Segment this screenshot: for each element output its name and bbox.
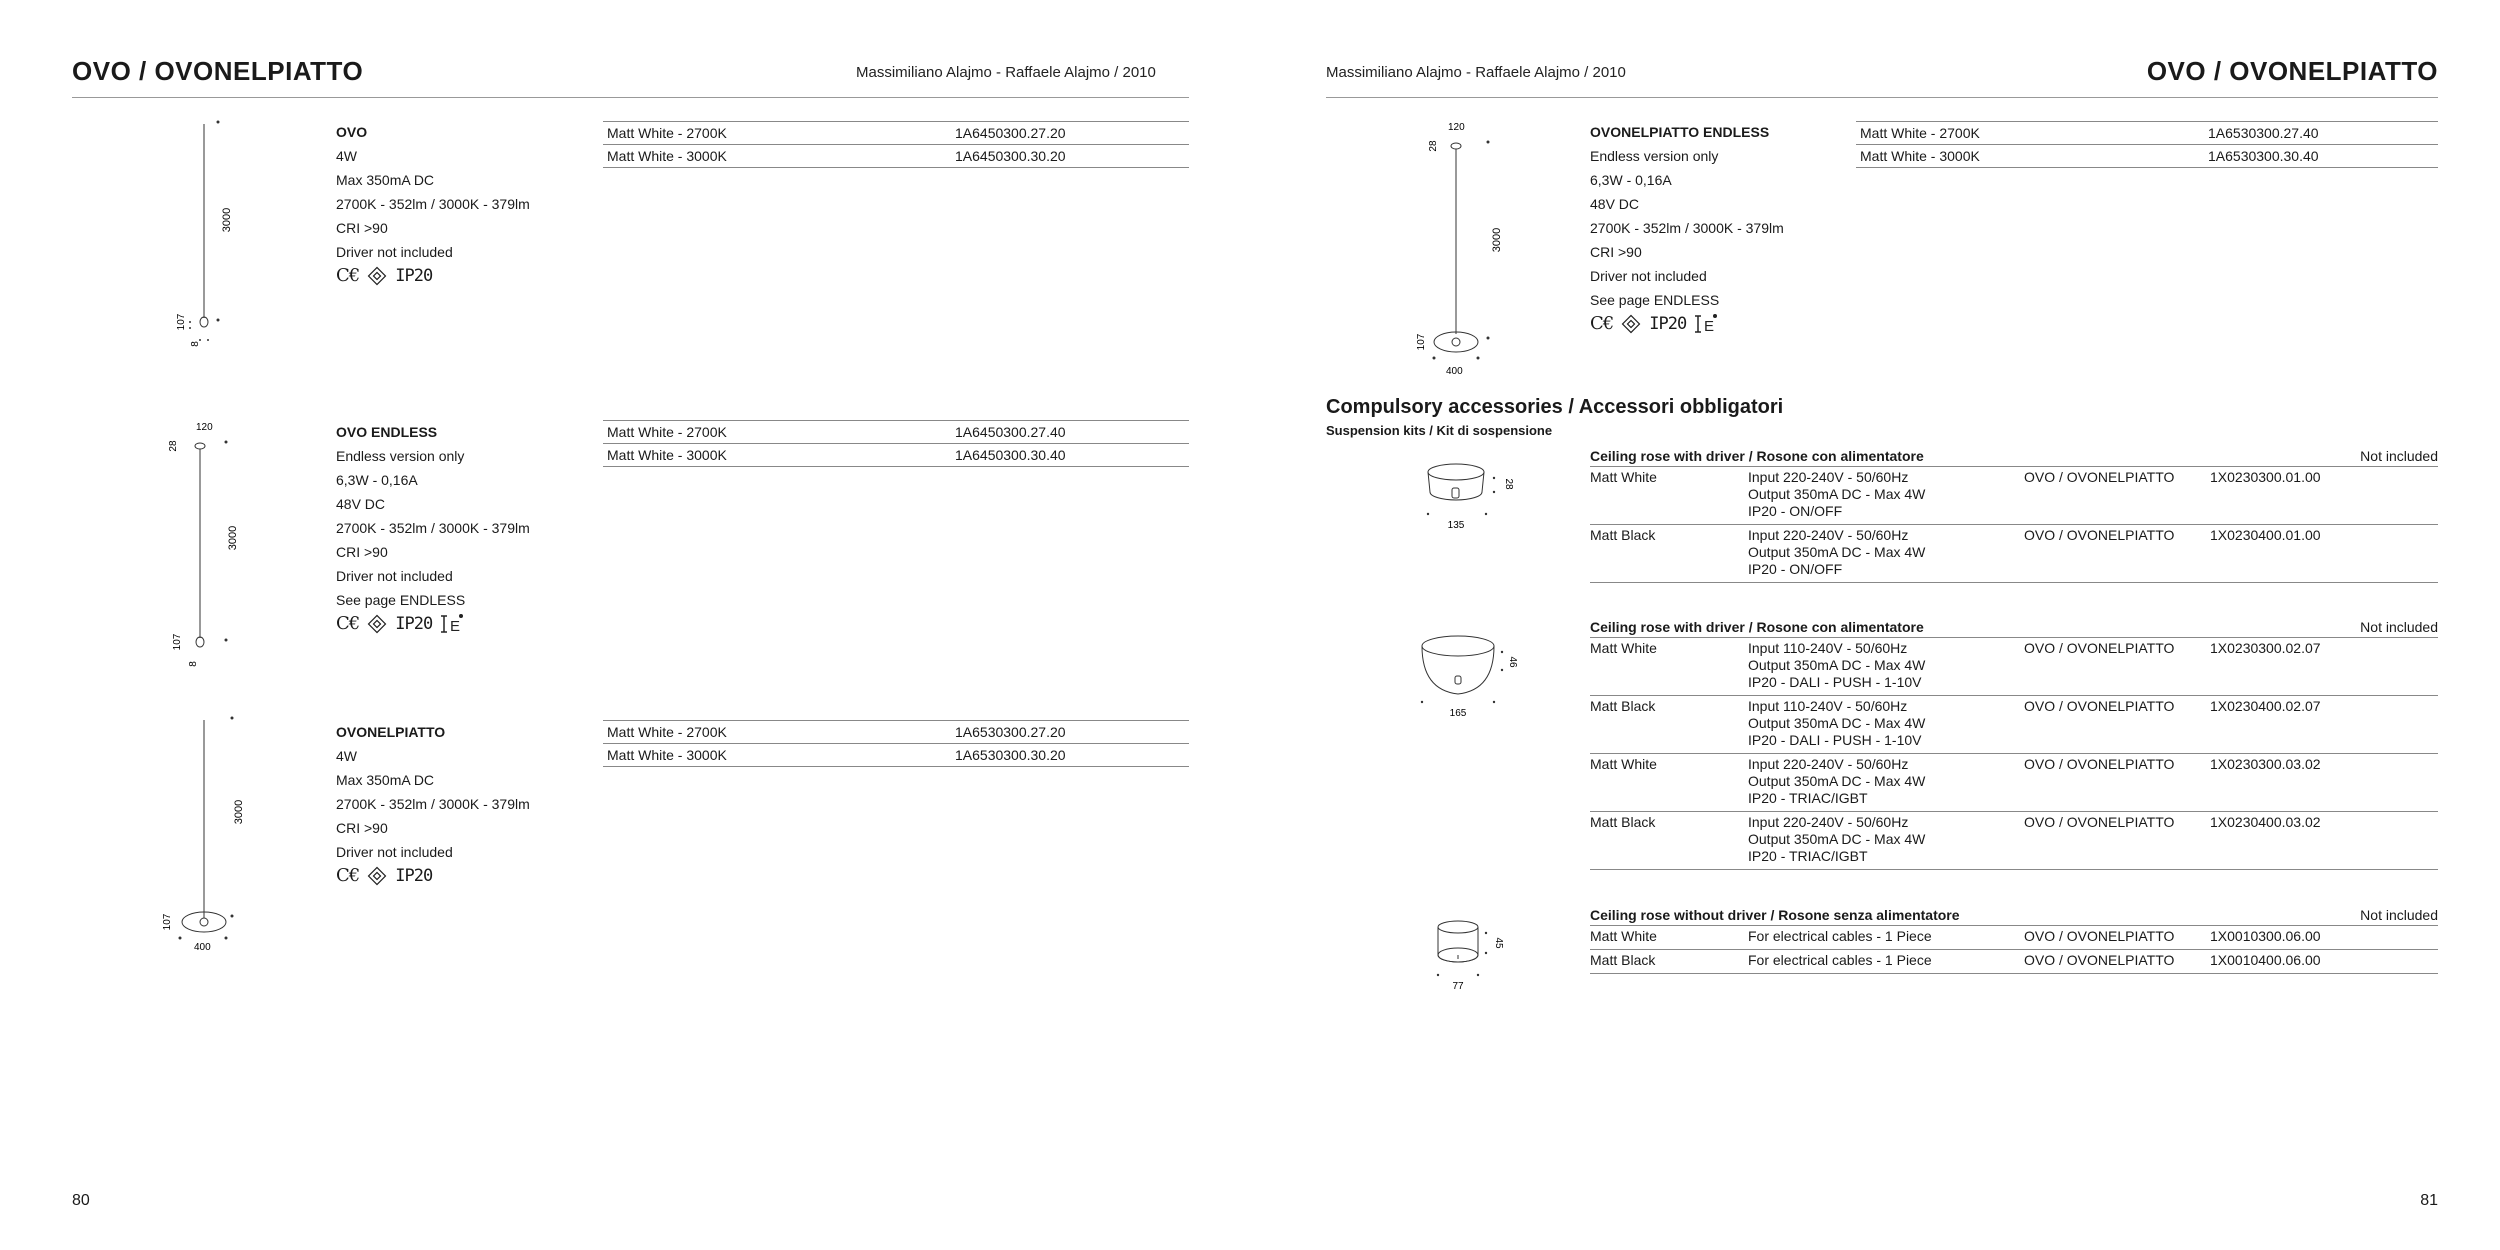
header-divider-right [1326, 97, 2438, 98]
ovonelpiatto-dim-height: 107 [162, 913, 173, 931]
variants-table-ovo-endless [603, 420, 1189, 467]
spec-line: Input 110-240V - 50/60Hz [1748, 640, 1908, 656]
spec-line: See page ENDLESS [1590, 292, 1720, 308]
spec-line: 2700K - 352lm / 3000K - 379lm [336, 520, 530, 536]
spec-line: Driver not included [336, 244, 453, 260]
accessory-group-header [1590, 905, 2438, 926]
accessory-spec [1748, 527, 2024, 578]
spec-line: CRI >90 [1590, 244, 1642, 260]
accessory-finish: Matt Black [1590, 952, 1656, 968]
spec-line: IP20 - TRIAC/IGBT [1748, 790, 1868, 806]
endless-icon [1694, 312, 1718, 336]
accessory-finish: Matt White [1590, 756, 1657, 772]
product-name-ovo: OVO [336, 124, 368, 140]
spec-line: Input 220-240V - 50/60Hz [1748, 527, 1909, 543]
spec-line: Output 350mA DC - Max 4W [1748, 486, 1926, 502]
accessory-spec [1748, 928, 2024, 945]
ceiling-rose-77-drawing [1420, 915, 1520, 995]
variant-code: 1A6450300.30.20 [951, 145, 1189, 168]
product-name-ovo-endless: OVO ENDLESS [336, 424, 438, 440]
spec-line: 48V DC [1590, 196, 1640, 212]
ovo-endless-dim-top-height: 28 [168, 440, 179, 452]
ce-mark-icon: C€ [336, 265, 360, 286]
ip20-icon: IP20 [395, 614, 433, 634]
spec-line: IP20 - ON/OFF [1748, 503, 1843, 519]
certification-icons [1590, 312, 1784, 336]
accessory-finish: Matt White [1590, 469, 1657, 485]
table-row [1590, 467, 2438, 525]
accessory-group-heading: Ceiling rose with driver / Rosone con alimentatore [1590, 619, 1924, 635]
accessory-finish: Matt White [1590, 928, 1657, 944]
table-row [603, 444, 1189, 467]
spec-line: Input 220-240V - 50/60Hz [1748, 814, 1909, 830]
product-name-ovonelpiatto-endless: OVONELPIATTO ENDLESS [1590, 124, 1770, 140]
accessory-finish: Matt White [1590, 640, 1657, 656]
certification-icons [336, 864, 530, 888]
variant-finish: Matt White - 2700K [1856, 122, 2204, 145]
accessory-code: 1X0230300.01.00 [2210, 469, 2321, 485]
certification-icons [336, 264, 530, 288]
table-row [603, 721, 1189, 744]
accessories-subtitle: Suspension kits / Kit di sospensione [1326, 423, 1553, 438]
spec-line: Input 220-240V - 50/60Hz [1748, 756, 1909, 772]
product-specs-ovonelpiatto-endless [1590, 144, 1784, 336]
accessory-spec [1748, 698, 2024, 749]
spec-line: Output 350mA DC - Max 4W [1748, 544, 1926, 560]
spec-line: IP20 - ON/OFF [1748, 561, 1843, 577]
table-row [1590, 696, 2438, 754]
spec-line: 6,3W - 0,16A [336, 472, 418, 488]
spec-line: Driver not included [336, 568, 453, 584]
not-included-note: Not included [2360, 448, 2438, 464]
page-number-left: 80 [72, 1192, 90, 1209]
spec-line: Output 350mA DC - Max 4W [1748, 773, 1926, 789]
ce-mark-icon: C€ [336, 613, 360, 634]
ceiling-rose-135-height: 28 [1503, 478, 1514, 490]
accessory-spec [1748, 952, 2024, 969]
accessory-group-heading: Ceiling rose without driver / Rosone senza alimentatore [1590, 907, 1960, 923]
spec-line: Input 220-240V - 50/60Hz [1748, 469, 1909, 485]
table-row [603, 145, 1189, 168]
accessory-family: OVO / OVONELPIATTO [2024, 640, 2175, 656]
product-specs-ovonelpiatto [336, 744, 530, 888]
accessory-code: 1X0010400.06.00 [2210, 952, 2321, 968]
spec-line: 2700K - 352lm / 3000K - 379lm [336, 196, 530, 212]
ovo-endless-drawing [160, 418, 280, 678]
ip20-icon: IP20 [395, 866, 433, 886]
ovonelpiatto-endless-dim-height: 107 [1416, 333, 1427, 351]
ceiling-rose-165-width: 165 [1449, 708, 1467, 719]
variant-finish: Matt White - 3000K [603, 744, 951, 767]
ovonelpiatto-endless-dim-length: 3000 [1491, 227, 1503, 253]
accessory-code: 1X0230400.03.02 [2210, 814, 2321, 830]
spec-line: Output 350mA DC - Max 4W [1748, 715, 1926, 731]
ovonelpiatto-endless-drawing [1408, 118, 1528, 380]
ovo-endless-dim-diameter: 8 [188, 661, 199, 667]
ce-mark-icon: C€ [1590, 313, 1614, 334]
variant-finish: Matt White - 2700K [603, 421, 951, 444]
accessory-family: OVO / OVONELPIATTO [2024, 698, 2175, 714]
accessory-family: OVO / OVONELPIATTO [2024, 814, 2175, 830]
accessory-family: OVO / OVONELPIATTO [2024, 527, 2175, 543]
spec-line: Max 350mA DC [336, 172, 435, 188]
table-row [1590, 638, 2438, 696]
table-row [1590, 926, 2438, 950]
page-title-right: OVO / OVONELPIATTO [2146, 56, 2438, 86]
ovo-dim-height: 107 [176, 313, 187, 331]
ce-mark-icon: C€ [336, 865, 360, 886]
variant-finish: Matt White - 3000K [603, 145, 951, 168]
ceiling-rose-165-drawing [1410, 630, 1520, 720]
accessory-code: 1X0230300.03.02 [2210, 756, 2321, 772]
ovonelpiatto-drawing [150, 712, 280, 962]
ovonelpiatto-dim-length: 3000 [233, 799, 245, 825]
spec-line: Input 110-240V - 50/60Hz [1748, 698, 1908, 714]
variant-code: 1A6530300.27.20 [951, 721, 1189, 744]
not-included-note: Not included [2360, 907, 2438, 923]
ip20-icon: IP20 [395, 266, 433, 286]
table-row [1590, 812, 2438, 870]
table-row [1856, 122, 2438, 145]
accessory-family: OVO / OVONELPIATTO [2024, 952, 2175, 968]
accessory-group-3 [1590, 905, 2438, 974]
double-insulation-icon [367, 614, 387, 634]
accessories-title: Compulsory accessories / Accessori obbligatori [1326, 396, 1784, 418]
spec-line: IP20 - DALI - PUSH - 1-10V [1748, 732, 1922, 748]
ceiling-rose-77-height: 45 [1493, 937, 1504, 949]
ceiling-rose-135-width: 135 [1447, 520, 1465, 531]
spec-line: Output 350mA DC - Max 4W [1748, 657, 1926, 673]
variant-code: 1A6450300.27.40 [951, 421, 1189, 444]
ovo-dim-length: 3000 [221, 207, 233, 233]
certification-icons [336, 612, 530, 636]
ceiling-rose-135-drawing [1410, 458, 1520, 534]
ovonelpiatto-endless-dim-top: 120 [1448, 122, 1465, 133]
spec-line: CRI >90 [336, 544, 388, 560]
author-credit-right: Massimiliano Alajmo - Raffaele Alajmo / 2010 [1326, 64, 1626, 81]
ovo-endless-dim-top: 120 [196, 422, 213, 433]
svg-text:E: E [450, 618, 461, 635]
variant-finish: Matt White - 3000K [603, 444, 951, 467]
ovo-drawing [160, 110, 280, 360]
double-insulation-icon [367, 866, 387, 886]
product-specs-ovo-endless [336, 444, 530, 636]
table-row [1856, 145, 2438, 168]
ceiling-rose-77-width: 77 [1452, 981, 1464, 992]
spec-line: 2700K - 352lm / 3000K - 379lm [1590, 220, 1784, 236]
spec-line: 2700K - 352lm / 3000K - 379lm [336, 796, 530, 812]
spec-line: Driver not included [1590, 268, 1707, 284]
accessory-code: 1X0230300.02.07 [2210, 640, 2321, 656]
accessory-spec [1748, 640, 2024, 691]
variant-finish: Matt White - 3000K [1856, 145, 2204, 168]
double-insulation-icon [1621, 314, 1641, 334]
variant-code: 1A6450300.30.40 [951, 444, 1189, 467]
accessory-code: 1X0230400.01.00 [2210, 527, 2321, 543]
accessory-group-heading: Ceiling rose with driver / Rosone con alimentatore [1590, 448, 1924, 464]
ceiling-rose-165-height: 46 [1507, 656, 1518, 668]
ovo-endless-dim-height: 107 [172, 633, 183, 651]
spec-line: 48V DC [336, 496, 386, 512]
accessory-family: OVO / OVONELPIATTO [2024, 756, 2175, 772]
accessory-group-header [1590, 446, 2438, 467]
ovo-dim-diameter: 8 [190, 341, 201, 347]
variant-code: 1A6530300.30.40 [2204, 145, 2438, 168]
spec-line: For electrical cables - 1 Piece [1748, 952, 1932, 968]
spec-line: Endless version only [1590, 148, 1719, 164]
ovo-endless-dim-length: 3000 [227, 525, 239, 551]
variant-code: 1A6530300.30.20 [951, 744, 1189, 767]
ovonelpiatto-endless-dim-top-height: 28 [1428, 140, 1439, 152]
spec-line: Endless version only [336, 448, 465, 464]
variant-code: 1A6530300.27.40 [2204, 122, 2438, 145]
spec-line: For electrical cables - 1 Piece [1748, 928, 1932, 944]
spec-line: See page ENDLESS [336, 592, 466, 608]
spec-line: 6,3W - 0,16A [1590, 172, 1672, 188]
variant-finish: Matt White - 2700K [603, 721, 951, 744]
accessory-group-2 [1590, 617, 2438, 870]
not-included-note: Not included [2360, 619, 2438, 635]
table-row [1590, 754, 2438, 812]
accessory-finish: Matt Black [1590, 527, 1656, 543]
variant-code: 1A6450300.27.20 [951, 122, 1189, 145]
ovonelpiatto-dim-diameter: 400 [194, 942, 211, 953]
author-credit-left: Massimiliano Alajmo - Raffaele Alajmo / 2010 [856, 64, 1156, 81]
table-row [603, 744, 1189, 767]
endless-icon [440, 612, 464, 636]
accessory-group-header [1590, 617, 2438, 638]
spec-line: 4W [336, 748, 357, 764]
spec-line: IP20 - DALI - PUSH - 1-10V [1748, 674, 1922, 690]
spec-line: Driver not included [336, 844, 453, 860]
accessory-spec [1748, 469, 2024, 520]
spec-line: CRI >90 [336, 220, 388, 236]
accessory-finish: Matt Black [1590, 814, 1656, 830]
table-row [603, 421, 1189, 444]
ovonelpiatto-endless-dim-diameter: 400 [1446, 366, 1463, 377]
product-specs-ovo [336, 144, 530, 288]
accessory-spec [1748, 756, 2024, 807]
accessory-finish: Matt Black [1590, 698, 1656, 714]
table-row [603, 122, 1189, 145]
spec-line: IP20 - TRIAC/IGBT [1748, 848, 1868, 864]
variant-finish: Matt White - 2700K [603, 122, 951, 145]
variants-table-ovo [603, 121, 1189, 168]
spec-line: Max 350mA DC [336, 772, 435, 788]
accessory-code: 1X0010300.06.00 [2210, 928, 2321, 944]
ip20-icon: IP20 [1649, 314, 1687, 334]
header-divider-left [72, 97, 1189, 98]
page-title-left: OVO / OVONELPIATTO [72, 56, 364, 86]
accessory-family: OVO / OVONELPIATTO [2024, 928, 2175, 944]
product-name-ovonelpiatto: OVONELPIATTO [336, 724, 446, 740]
page-number-right: 81 [2420, 1192, 2438, 1209]
accessory-group-1 [1590, 446, 2438, 583]
accessory-spec [1748, 814, 2024, 865]
table-row [1590, 525, 2438, 583]
table-row [1590, 950, 2438, 974]
double-insulation-icon [367, 266, 387, 286]
spec-line: CRI >90 [336, 820, 388, 836]
accessory-family: OVO / OVONELPIATTO [2024, 469, 2175, 485]
variants-table-ovonelpiatto [603, 720, 1189, 767]
svg-text:E: E [1704, 318, 1715, 335]
spec-line: Output 350mA DC - Max 4W [1748, 831, 1926, 847]
variants-table-ovonelpiatto-endless [1856, 121, 2438, 168]
spec-line: 4W [336, 148, 357, 164]
accessory-code: 1X0230400.02.07 [2210, 698, 2321, 714]
